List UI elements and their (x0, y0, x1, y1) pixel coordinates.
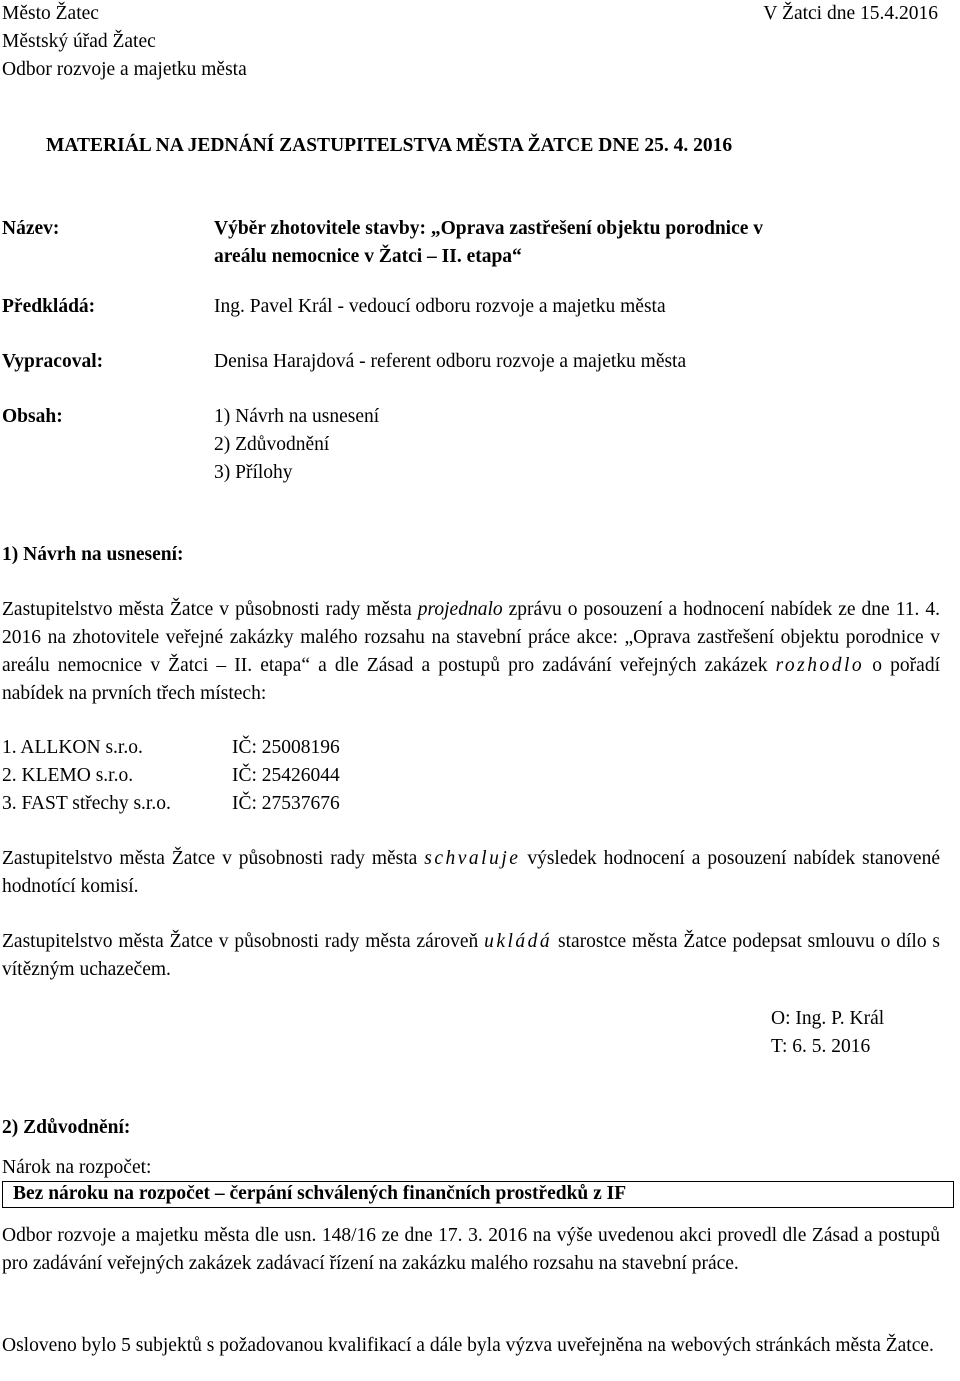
department-name: Odbor rozvoje a majetku města (2, 59, 247, 80)
approval-verb: schvaluje (424, 848, 521, 869)
resolution-p1-text: o pořadí nabídek na prvních třech místech: (2, 655, 940, 704)
resolution-verb-projednalo: projednalo (417, 599, 503, 620)
city-name: Město Žatec (2, 3, 99, 24)
bidder-ic: IČ: 25426044 (232, 765, 340, 786)
bidder-name: 3. FAST střechy s.r.o. (2, 793, 171, 814)
name-value-line1: Výběr zhotovitele stavby: „Oprava zastřešení objektu porodnice v (214, 218, 764, 239)
justification-heading: 2) Zdůvodnění: (2, 1117, 131, 1138)
task-text: Zastupitelstvo města Žatce v působnosti rady města zároveň (2, 931, 485, 952)
name-label: Název: (2, 218, 60, 239)
bidder-name: 2. KLEMO s.r.o. (2, 765, 134, 786)
bidder-ic: IČ: 27537676 (232, 793, 340, 814)
budget-box (2, 1181, 954, 1208)
justification-paragraph: Odbor rozvoje a majetku města dle usn. 148/16 ze dne 17. 3. 2016 na výše uvedenou akci provedl dle Zásad a postupů pro zadávání veřejných zakázek zadávací řízení na zakázku malého rozsahu na stavební práce. (2, 1225, 940, 1274)
approval-text: výsledek hodnocení a posouzení nabídek stanovené hodnotící komisí. (2, 848, 940, 897)
contents-item: 1) Návrh na usnesení (214, 406, 380, 427)
submits-value: Ing. Pavel Král - vedoucí odboru rozvoje a majetku města (214, 296, 666, 317)
bidder-ic: IČ: 25008196 (232, 737, 340, 758)
budget-label: Nárok na rozpočet: (2, 1157, 152, 1178)
resolution-heading: 1) Návrh na usnesení: (2, 544, 184, 565)
resolution-verb-rozhodlo: rozhodlo (775, 655, 865, 676)
contents-item: 2) Zdůvodnění (214, 434, 330, 455)
bidder-name: 1. ALLKON s.r.o. (2, 737, 143, 758)
task-verb: ukládá (484, 931, 553, 952)
task-text: starostce města Žatce podepsat smlouvu o dílo s vítězným uchazečem. (2, 931, 940, 980)
submits-label: Předkládá: (2, 296, 96, 317)
office-name: Městský úřad Žatec (2, 31, 156, 52)
responsible-person: O: Ing. P. Král (771, 1008, 885, 1029)
approval-text: Zastupitelstvo města Žatce v působnosti rady města (2, 848, 425, 869)
prepared-label: Vypracoval: (2, 351, 104, 372)
budget-value: Bez nároku na rozpočet – čerpání schválených finančních prostředků z IF (13, 1183, 627, 1204)
contents-label: Obsah: (2, 406, 63, 427)
deadline: T: 6. 5. 2016 (771, 1036, 871, 1057)
document-date: V Žatci dne 15.4.2016 (763, 3, 938, 24)
resolution-p1-text: zprávu o posouzení a hodnocení nabídek ze dne 11. 4. 2016 na zhotovitele veřejné zakázky malého rozsahu na stavební práce akce: „Oprava zastřešení objektu porodnice v areálu nemocnice v Žatci – II. etapa“ a dle Zásad a postupů pro zadávání veřejných zakázek (2, 599, 940, 676)
name-value-line2: areálu nemocnice v Žatci – II. etapa“ (214, 246, 522, 267)
contents-item: 3) Přílohy (214, 462, 293, 483)
justification-paragraph: Osloveno bylo 5 subjektů s požadovanou kvalifikací a dále byla výzva uveřejněna na webových stránkách města Žatce. (2, 1335, 934, 1356)
document-title: MATERIÁL NA JEDNÁNÍ ZASTUPITELSTVA MĚSTA ŽATCE DNE 25. 4. 2016 (46, 135, 733, 156)
prepared-value: Denisa Harajdová - referent odboru rozvoje a majetku města (214, 351, 687, 372)
task-paragraph (2, 928, 940, 984)
resolution-p1-text: Zastupitelstvo města Žatce v působnosti rady města (2, 599, 418, 620)
approval-paragraph (2, 845, 940, 901)
resolution-paragraph (2, 596, 940, 708)
